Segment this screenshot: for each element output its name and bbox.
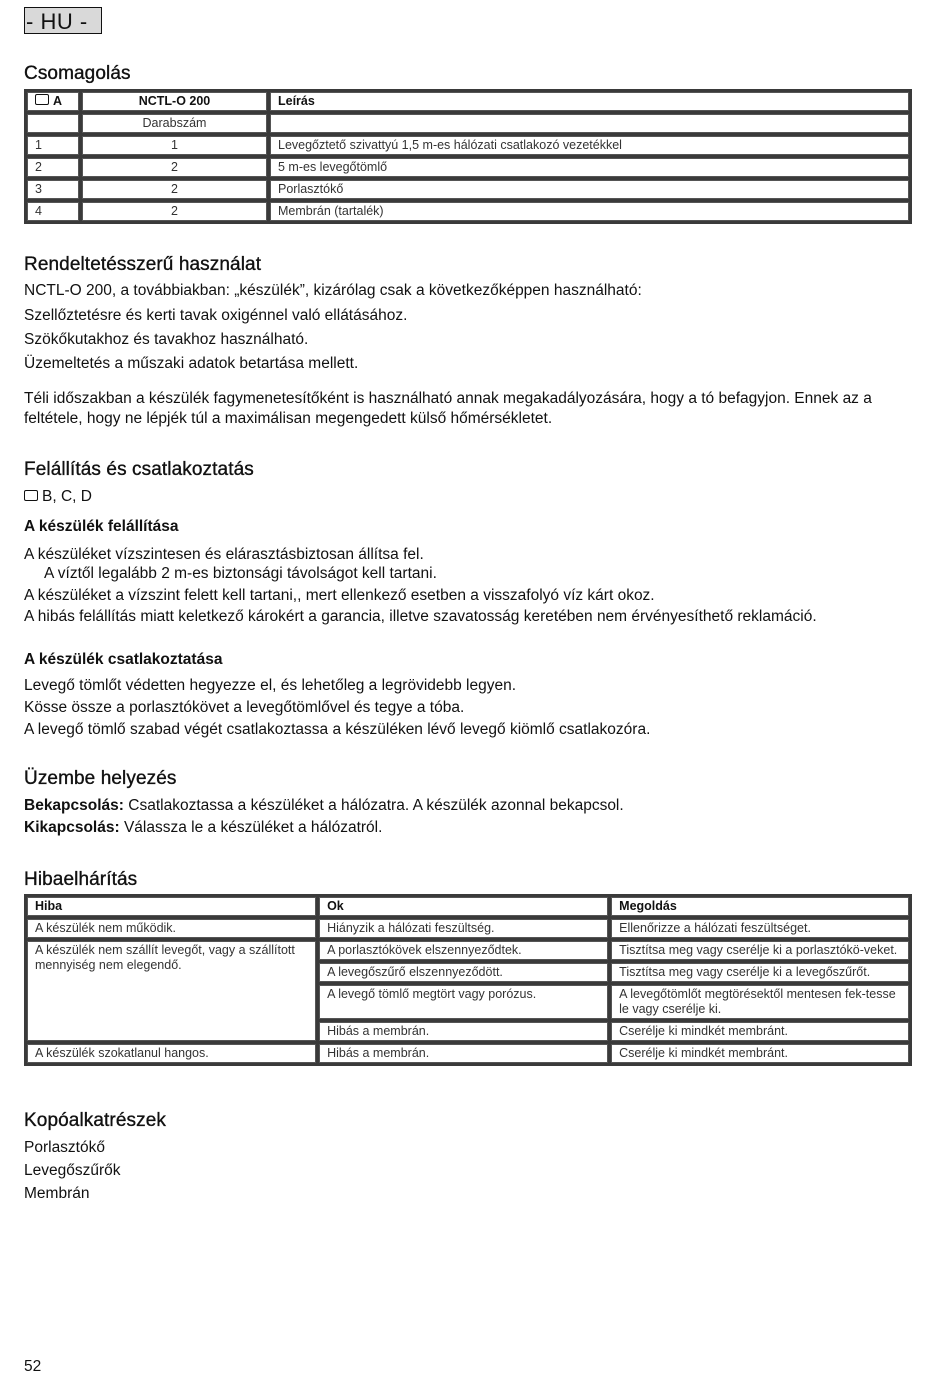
connect-line: Kösse össze a porlasztókövet a levegőtömlővel és tegye a tóba.: [24, 699, 465, 716]
packaging-header-a: A: [27, 92, 79, 111]
table-row: 2 2 5 m-es levegőtömlő: [27, 158, 909, 177]
language-badge: - HU -: [24, 7, 102, 34]
setup-figure-ref: B, C, D: [24, 487, 92, 507]
table-row: A készülék nem szállít levegőt, vagy a szállított mennyiség nem elegendő. A porlasztókövek elszennyeződtek. Tisztítsa meg vagy cserélje ki a porlasztókö-veket.: [27, 941, 909, 960]
intended-use-line: Szökőkutakhoz és tavakhoz használható.: [24, 331, 309, 348]
packaging-subheader-qty: Darabszám: [82, 114, 267, 133]
connect-line: A levegő tömlő szabad végét csatlakoztassa a készüléken lévő levegő kiömlő csatlakozóra.: [24, 721, 651, 738]
table-row: [27, 92, 909, 111]
switch-on-line: Bekapcsolás: Csatlakoztassa a készüléket a hálózatra. A készülék azonnal bekapcsol.: [24, 797, 624, 814]
operation-title: Üzembe helyezés: [24, 768, 177, 789]
table-row: A készülék nem működik. Hiányzik a hálózati feszültség. Ellenőrizze a hálózati feszültséget.: [27, 919, 909, 938]
winter-use-paragraph: Téli időszakban a készülék fagymenetesítőként is használható annak megakadályozására, hogy a tó befagyjon. Ennek az a feltétele, hogy ne lépjék túl a maximálisan megengedett külső hőmérsékletet.: [24, 390, 872, 427]
packaging-table: [24, 89, 912, 224]
spare-part-item: Levegőszűrők: [24, 1162, 121, 1179]
spare-parts-title: Kopóalkatrészek: [24, 1110, 166, 1131]
placement-line: A víztől legalább 2 m-es biztonsági távolságot kell tartani.: [44, 565, 437, 582]
spare-part-item: Membrán: [24, 1185, 90, 1202]
placement-line: A készüléket a vízszint felett kell tartani,, mert ellenkező esetben a visszafolyó víz kárt okoz.: [24, 587, 655, 604]
connect-subtitle: A készülék csatlakoztatása: [24, 651, 223, 668]
figure-icon: [24, 490, 38, 501]
switch-on-label: Bekapcsolás:: [24, 797, 124, 814]
switch-off-label: Kikapcsolás:: [24, 819, 120, 836]
troubleshooting-title: Hibaelhárítás: [24, 869, 138, 890]
intended-use-line: Szellőztetésre és kerti tavak oxigénnel való ellátásához.: [24, 307, 408, 324]
table-row: A levegőszűrő elszennyeződött. Tisztítsa meg vagy cserélje ki a levegőszűrőt.: [27, 963, 909, 982]
setup-title: Felállítás és csatlakoztatás: [24, 459, 254, 480]
table-row: 3 2 Porlasztókő: [27, 180, 909, 199]
packaging-title: Csomagolás: [24, 63, 131, 84]
table-row: [27, 897, 909, 916]
packaging-header-desc: Leírás: [270, 92, 909, 111]
placement-subtitle: A készülék felállítása: [24, 518, 179, 535]
placement-line: A készüléket vízszintesen és elárasztásbiztosan állítsa fel.: [24, 546, 424, 563]
figure-icon: [35, 94, 49, 105]
intended-use-line: Üzemeltetés a műszaki adatok betartása mellett.: [24, 355, 359, 372]
placement-line: A hibás felállítás miatt keletkező károkért a garancia, illetve szavatosság keretében nem érvényesíthető reklamáció.: [24, 608, 817, 625]
intended-use-title: Rendeltetésszerű használat: [24, 254, 262, 275]
table-row: 1 1 Levegőztető szivattyú 1,5 m-es hálózati csatlakozó vezetékkel: [27, 136, 909, 155]
spare-part-item: Porlasztókő: [24, 1139, 105, 1156]
table-row: A készülék szokatlanul hangos. Hibás a membrán. Cserélje ki mindkét membránt.: [27, 1044, 909, 1063]
table-row: [27, 114, 909, 133]
packaging-header-model: NCTL-O 200: [82, 92, 267, 111]
intended-use-line: NCTL-O 200, a továbbiakban: „készülék”, kizárólag csak a következőképpen használható:: [24, 282, 642, 299]
table-row: A levegő tömlő megtört vagy porózus. A levegőtömlőt megtörésektől mentesen fek-tesse le vagy cserélje ki.: [27, 985, 909, 1019]
header-cause: Ok: [319, 897, 608, 916]
header-remedy: Megoldás: [611, 897, 909, 916]
connect-line: Levegő tömlőt védetten hegyezze el, és lehetőleg a legrövidebb legyen.: [24, 677, 517, 694]
page-number: 52: [24, 1358, 42, 1375]
troubleshooting-table: [24, 894, 912, 1066]
switch-off-line: Kikapcsolás: Válassza le a készüléket a hálózatról.: [24, 819, 383, 836]
header-fault: Hiba: [27, 897, 316, 916]
table-row: Hibás a membrán. Cserélje ki mindkét membránt.: [27, 1022, 909, 1041]
table-row: 4 2 Membrán (tartalék): [27, 202, 909, 221]
